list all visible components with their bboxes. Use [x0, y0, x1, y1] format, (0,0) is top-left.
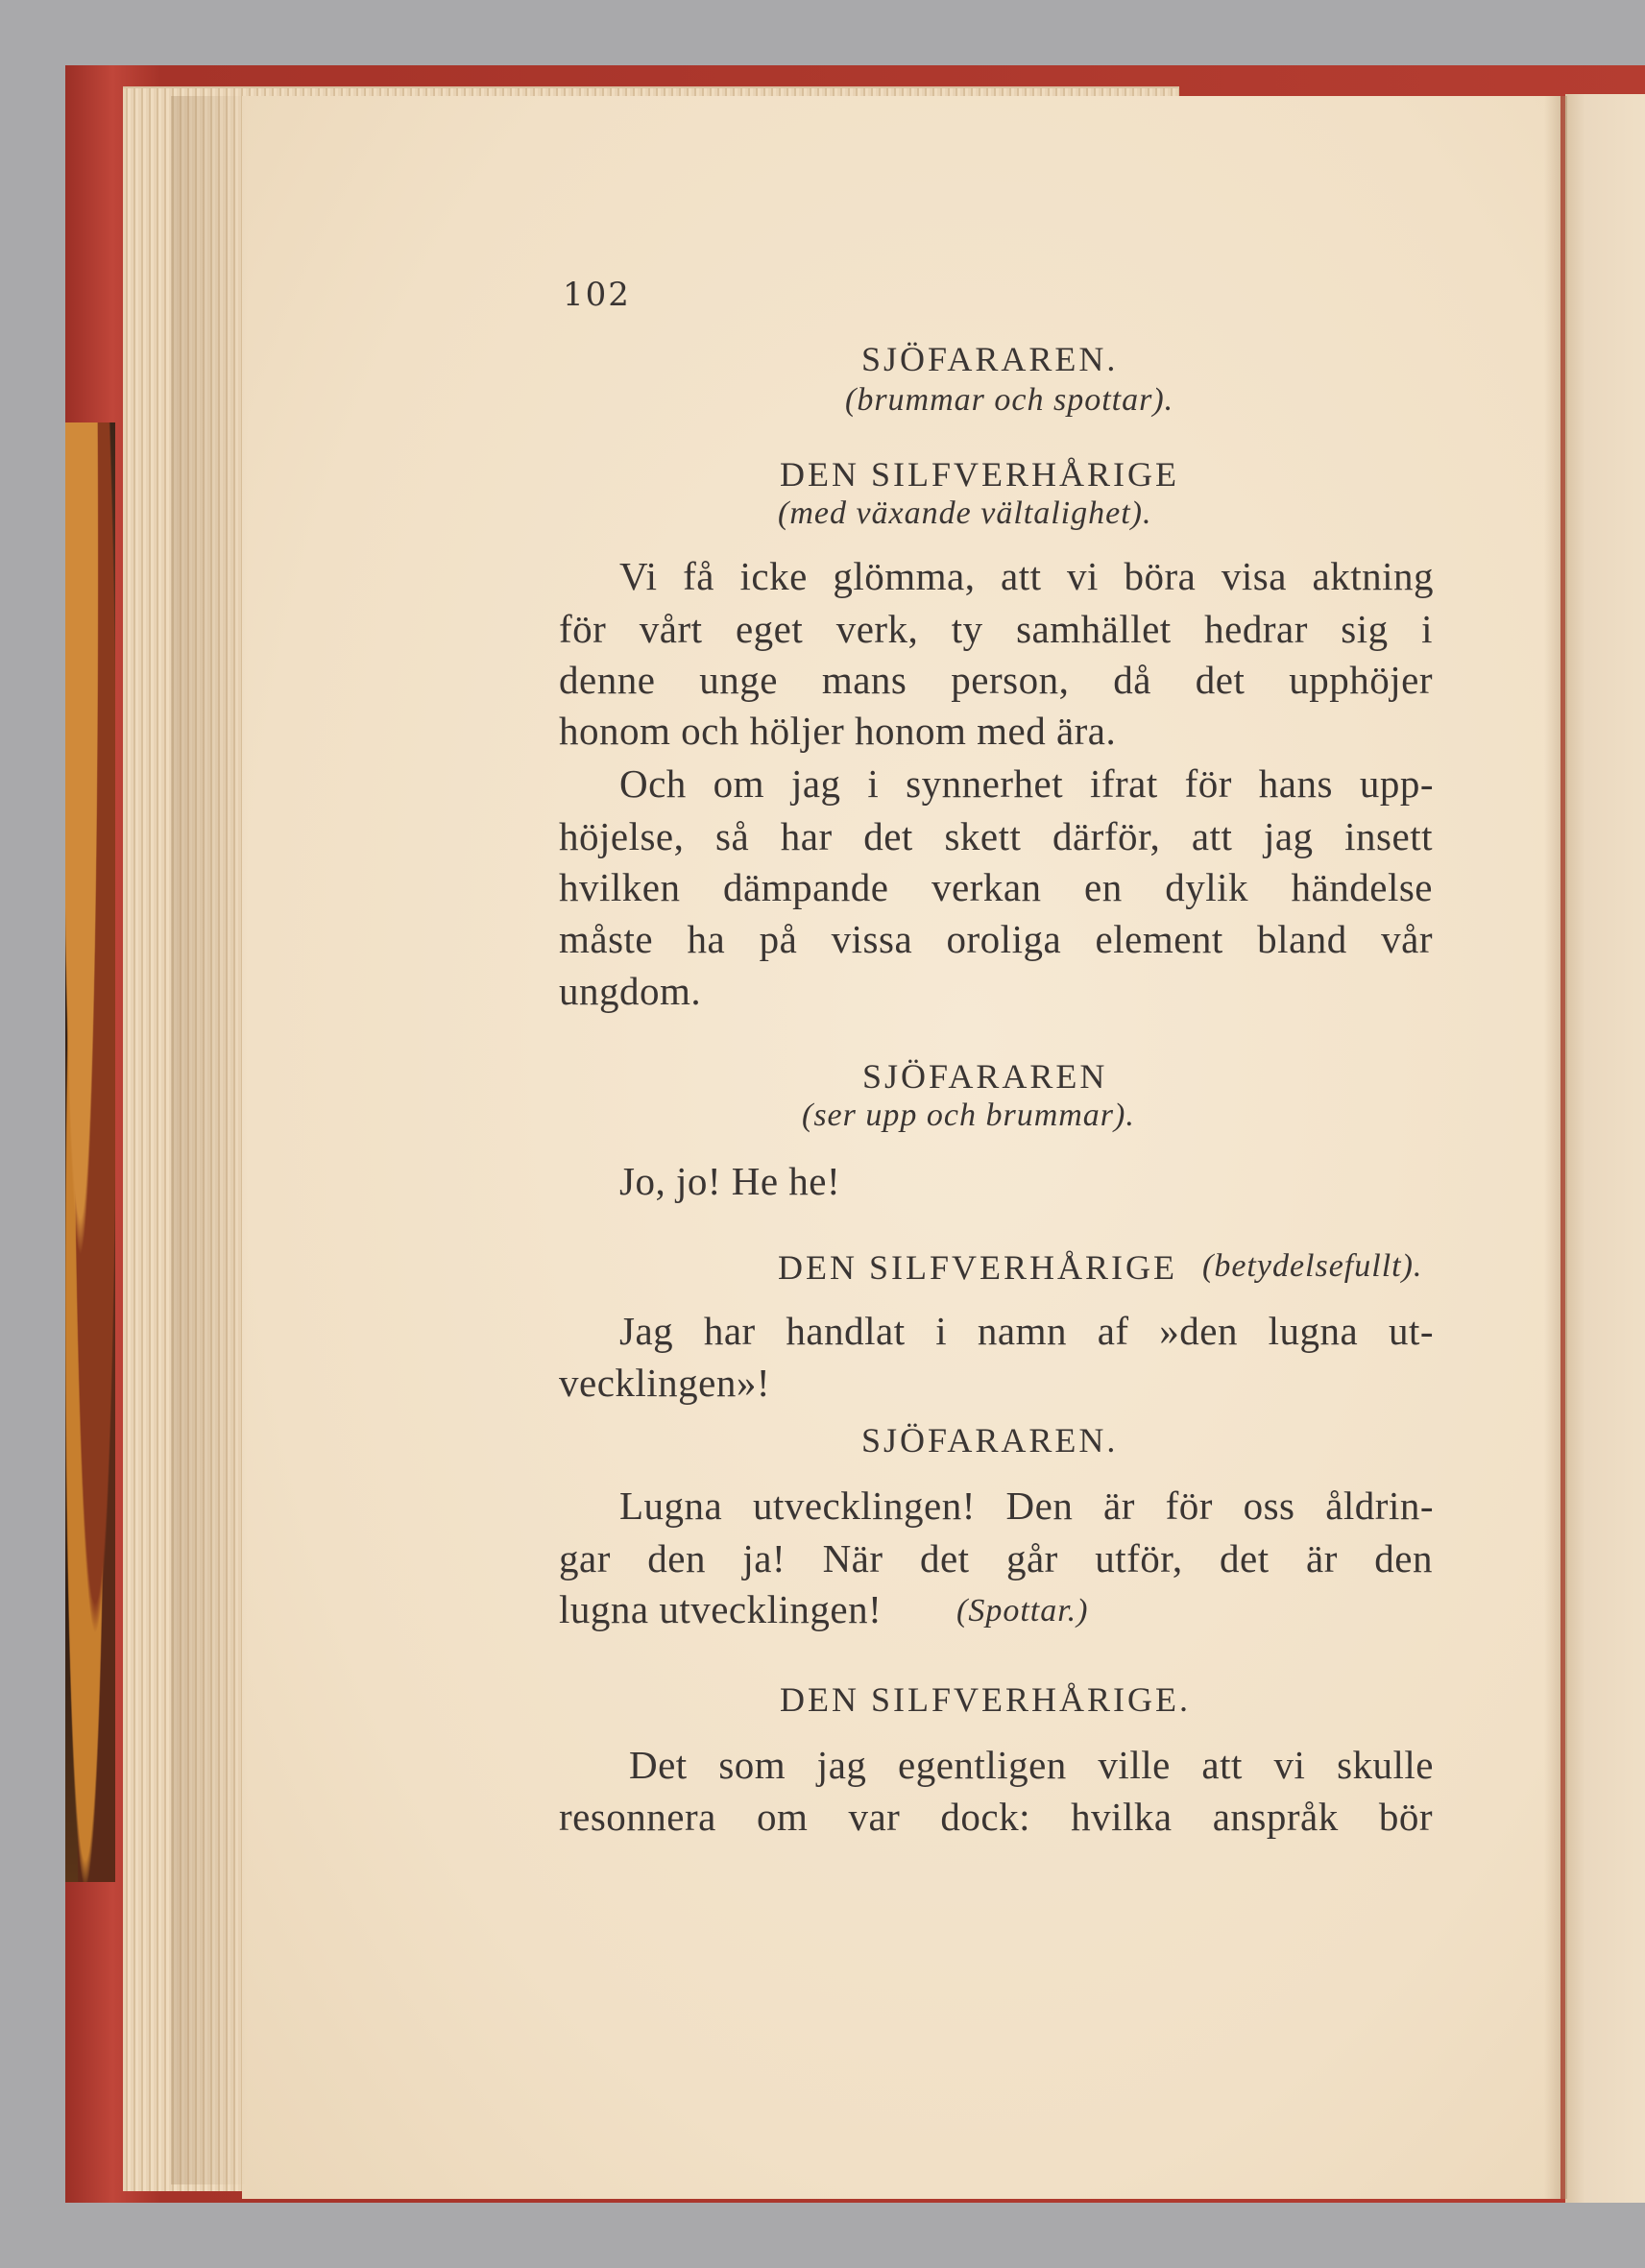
- text-line: måste ha på vissa oroliga element bland vår: [559, 917, 1433, 961]
- text-line: gar den ja! När det går utför, det är den: [559, 1536, 1433, 1580]
- speaker-name: DEN SILFVERHÅRIGE: [778, 1248, 1177, 1287]
- facing-page: [1565, 94, 1645, 2203]
- text-line: hvilken dämpande verkan en dylik händelse: [559, 865, 1433, 909]
- text-line: Det som jag egentligen ville att vi skulle: [629, 1743, 1434, 1787]
- text-line: för vårt eget verk, ty samhället hedrar sig i: [559, 607, 1433, 651]
- page-shadow: [171, 96, 248, 2184]
- text-line: vecklingen»!: [559, 1361, 771, 1405]
- speaker-name: SJÖFARAREN.: [861, 1421, 1119, 1460]
- page-number: 102: [563, 276, 631, 314]
- text-line: denne unge mans person, då det upphöjer: [559, 658, 1433, 702]
- text-line: Och om jag i synnerhet ifrat för hans upp-: [619, 761, 1434, 806]
- text-line: ungdom.: [559, 969, 702, 1013]
- text-line: resonnera om var dock: hvilka anspråk bör: [559, 1795, 1433, 1839]
- speaker-name: DEN SILFVERHÅRIGE.: [780, 1680, 1191, 1719]
- text-line: Jag har handlat i namn af »den lugna ut-: [619, 1309, 1434, 1353]
- speaker-name: DEN SILFVERHÅRIGE: [780, 455, 1179, 494]
- background-strip: [0, 2205, 1645, 2268]
- text-line: Vi få icke glömma, att vi böra visa aktning: [619, 554, 1434, 598]
- marbled-cover-edge: [65, 422, 115, 1882]
- text-line: Lugna utvecklingen! Den är för oss åldrin-: [619, 1484, 1434, 1528]
- speaker-name: SJÖFARAREN.: [861, 340, 1119, 378]
- text-line: honom och höljer honom med ära.: [559, 709, 1117, 753]
- stage-direction: (med växande vältalighet).: [778, 495, 1152, 531]
- text-line: lugna utvecklingen!: [559, 1587, 883, 1631]
- stage-direction: (betydelsefullt).: [1202, 1248, 1423, 1284]
- text-line: höjelse, så har det skett därför, att jag insett: [559, 814, 1433, 858]
- stage-direction: (ser upp och brummar).: [802, 1098, 1135, 1133]
- text-line: Jo, jo! He he!: [619, 1159, 841, 1203]
- stage-direction: (Spottar.): [956, 1593, 1089, 1629]
- page-gutter: [1544, 96, 1567, 2199]
- stage-direction: (brummar och spottar).: [845, 382, 1174, 418]
- speaker-name: SJÖFARAREN: [862, 1057, 1108, 1096]
